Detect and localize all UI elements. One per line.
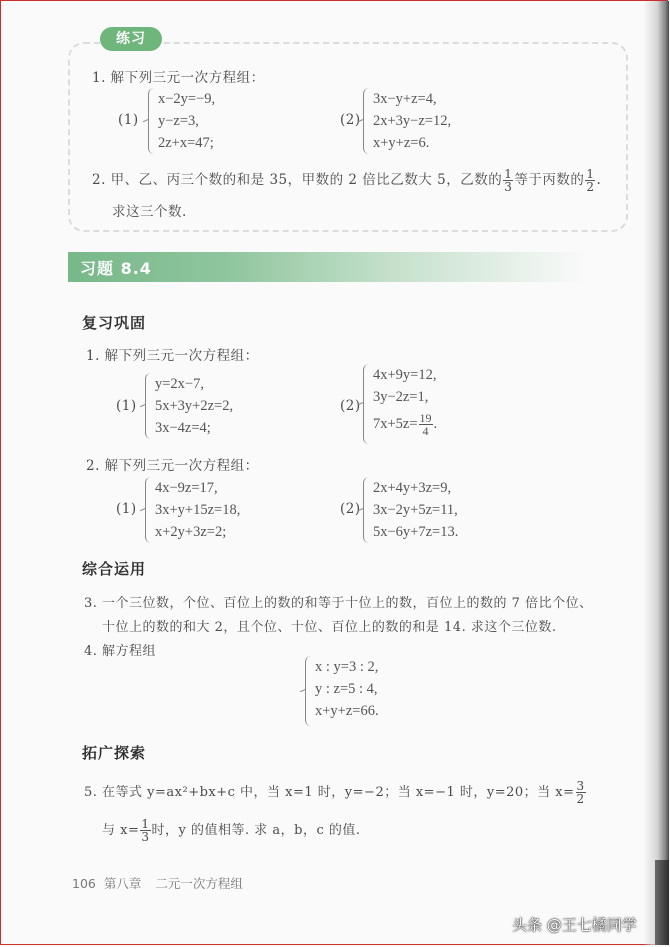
review-q1-part1-label: (1) (116, 398, 137, 414)
practice-q1-part2-system (363, 88, 451, 154)
heading-review: 复习巩固 (82, 314, 147, 332)
review-q2-part1-label: (1) (116, 501, 137, 517)
equation: 5x+3y+2z=2, (155, 398, 234, 414)
page-footer (72, 874, 243, 892)
left-brace-icon (363, 364, 372, 444)
fraction: $\frac{1}{2}$ (586, 167, 595, 194)
equation: x+2y+3z=2; (155, 524, 227, 540)
text: . (596, 172, 602, 188)
review-q2-part1-system (145, 477, 240, 543)
left-brace-icon (148, 88, 157, 154)
review-q1-part1-system (145, 373, 233, 439)
equation: 5x−6y+7z=13. (373, 524, 459, 540)
review-q1-prompt: 1. 解下列三元一次方程组： (86, 348, 259, 364)
fraction: $\frac{3}{2}$ (576, 779, 585, 806)
equation: x+y+z=66. (315, 703, 379, 719)
page-edge-shadow-bottom (655, 860, 669, 945)
review-q2-part2-label: (2) (340, 501, 361, 517)
text: 5. 在等式 y=ax²+bx+c 中，当 x=1 时，y=−2；当 x=−1 时，y=20；当 x= (84, 785, 575, 800)
practice-q1-prompt: 1. 解下列三元一次方程组： (92, 70, 265, 86)
equation: 3y−2z=1, (373, 389, 429, 405)
equation: 4x+9y=12, (373, 367, 437, 383)
review-q2-prompt: 2. 解下列三元一次方程组： (86, 458, 259, 474)
practice-q1-part1-system (148, 88, 215, 154)
chapter-label: 第八章 (103, 876, 142, 891)
chapter-title: 二元一次方程组 (155, 876, 243, 891)
equation: 2z+x=47; (158, 135, 214, 151)
equation: y−z=3, (158, 113, 199, 129)
application-q3-line1: 3. 一个三位数，个位、百位上的数的和等于十位上的数，百位上的数的 7 倍比个位、 (84, 596, 593, 611)
equation: 4x−9z=17, (155, 480, 218, 496)
review-q1-part2-system (363, 364, 437, 444)
extension-q5-line1 (84, 780, 587, 805)
left-brace-icon (363, 477, 372, 543)
text: 与 x= (102, 823, 140, 838)
review-q1-part2-label: (2) (340, 398, 361, 414)
application-q4-system (305, 656, 379, 726)
practice-q1-part1-label: (1) (118, 112, 139, 128)
review-q2-part2-system (363, 477, 458, 543)
text: 等于丙数的 (514, 172, 585, 188)
left-brace-icon (305, 656, 314, 726)
equation: x−2y=−9, (158, 91, 216, 107)
section-title: 习题 8.4 (80, 259, 152, 278)
heading-extension: 拓广探索 (82, 744, 147, 762)
application-q4-prompt: 4. 解方程组 (84, 644, 157, 659)
equation: 3x−4z=4; (155, 420, 211, 436)
practice-q2-line1 (92, 168, 601, 193)
watermark: 头条 @王七橘同学 (512, 916, 637, 934)
left-brace-icon (363, 88, 372, 154)
page-number: 106 (72, 876, 96, 891)
fraction: $\frac{1}{3}$ (141, 817, 150, 844)
equation: y=2x−7, (155, 376, 204, 392)
equation: x+y+z=6. (373, 135, 430, 151)
equation: 3x−2y+5z=11, (373, 502, 458, 518)
left-brace-icon (145, 477, 154, 543)
application-q3-line2: 十位上的数的和大 2，且个位、十位、百位上的数的和是 14. 求这个三位数. (102, 620, 557, 635)
practice-q2-line2: 求这三个数. (112, 204, 187, 220)
equation: 2x+3y−z=12, (373, 113, 452, 129)
practice-label: 练习 (100, 27, 162, 51)
equation: 2x+4y+3z=9, (373, 480, 452, 496)
fraction: $\frac{1}{3}$ (504, 167, 513, 194)
page-edge-shadow (643, 1, 669, 945)
equation: 3x+y+15z=18, (155, 502, 241, 518)
extension-q5-line2 (102, 818, 361, 843)
practice-q1-part2-label: (2) (340, 112, 361, 128)
section-banner (68, 252, 588, 282)
equation: 3x−y+z=4, (373, 91, 437, 107)
equation: x : y=3 : 2, (315, 659, 379, 675)
heading-application: 综合运用 (82, 560, 147, 578)
text: 2. 甲、乙、丙三个数的和是 35，甲数的 2 倍比乙数大 5，乙数的 (92, 172, 503, 188)
equation: y : z=5 : 4, (315, 681, 378, 697)
text: 时，y 的值相等. 求 a，b，c 的值. (151, 823, 361, 838)
equation: 7x+5z= $\frac{19}{4}$ . (373, 411, 438, 439)
left-brace-icon (145, 373, 154, 439)
fraction: $\frac{19}{4}$ (419, 411, 432, 439)
